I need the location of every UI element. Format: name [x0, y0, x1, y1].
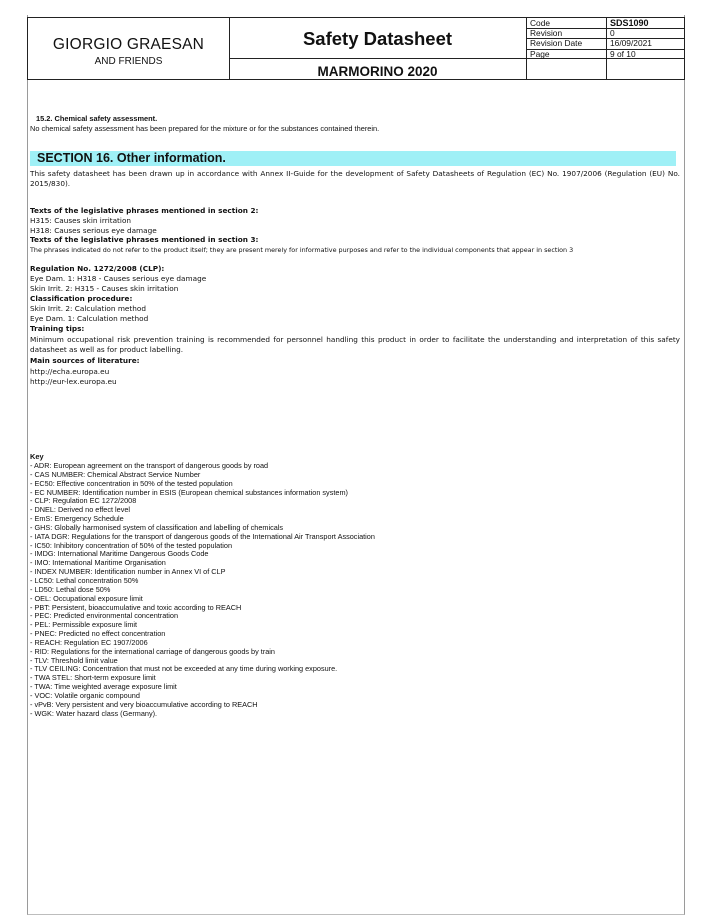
key-item: - PEC: Predicted environmental concentration [30, 611, 179, 621]
key-item: - IMDG: International Maritime Dangerous Goods Code [30, 549, 209, 559]
meta-code-label: Code [530, 18, 551, 28]
key-item: - VOC: Volatile organic compound [30, 690, 140, 700]
key-item: - WGK: Water hazard class (Germany). [30, 708, 158, 718]
key-list [30, 462, 375, 718]
meta-page-value: 9 of 10 [610, 49, 636, 59]
key-item: - vPvB: Very persistent and very bioaccumulative according to REACH [30, 699, 258, 709]
source-link[interactable]: http://eur-lex.europa.eu [30, 377, 117, 386]
key-item: - ADR: European agreement on the transport of dangerous goods by road [30, 461, 269, 470]
meta-revision-date-label: Revision Date [530, 38, 583, 48]
meta-revision-date-value: 16/09/2021 [610, 38, 652, 48]
document-title: Safety Datasheet [302, 28, 453, 49]
document-header [27, 17, 685, 80]
phrases-section-2-label: Texts of the legislative phrases mentioned in section 2: [30, 206, 259, 215]
key-item: - DNEL: Derived no effect level [30, 505, 131, 515]
key-item: - IMO: International Maritime Organisation [30, 558, 166, 568]
section-16-intro: This safety datasheet has been drawn up in accordance with Annex II-Guide for the development of Safety Datasheets of Regulation (EC) No. 1907/2006 (Regulation (EU) No. 2015/830). [30, 169, 680, 189]
clp-item: Eye Dam. 1: H318 - Causes serious eye damage [30, 274, 207, 283]
subsection-15-2-text: No chemical safety assessment has been prepared for the mixture or for the substances contained therein. [30, 124, 380, 133]
key-item: - EmS: Emergency Schedule [30, 514, 124, 524]
training-text: Minimum occupational risk prevention training is recommended for personnel handling this product in order to facilitate the understanding and interpretation of this safety datasheet as well as for product labelling. [30, 335, 680, 355]
key-item: - PBT: Persistent, bioaccumulative and toxic according to REACH [30, 602, 242, 612]
meta-revision-value: 0 [610, 28, 615, 38]
key-item: - REACH: Regulation EC 1907/2006 [30, 637, 148, 647]
key-item: - CAS NUMBER: Chemical Abstract Service Number [30, 469, 201, 479]
key-item: - PNEC: Predicted no effect concentration [30, 629, 166, 639]
key-item: - TWA STEL: Short-term exposure limit [30, 673, 156, 683]
subsection-15-2-heading: 15.2. Chemical safety assessment. [36, 114, 158, 123]
product-name: MARMORINO 2020 [317, 64, 438, 79]
key-heading: Key [30, 452, 44, 461]
phrases-section-3-note: The phrases indicated do not refer to the product itself; they are present merely for informative purposes and refer to the individual components that appear in section 3 [30, 246, 574, 254]
key-item: - EC NUMBER: Identification number in ESIS (European chemical substances information system) [30, 487, 348, 497]
key-item: - IATA DGR: Regulations for the transport of dangerous goods of the International Air Transport Association [30, 531, 375, 541]
classification-item: Eye Dam. 1: Calculation method [30, 314, 149, 323]
phrases-section-3-label: Texts of the legislative phrases mentioned in section 3: [30, 235, 259, 244]
meta-page-label: Page [530, 49, 550, 59]
key-item: - LD50: Lethal dose 50% [30, 584, 111, 594]
key-item: - RID: Regulations for the international carriage of dangerous goods by train [30, 646, 275, 656]
key-item: - EC50: Effective concentration in 50% of the tested population [30, 478, 233, 488]
key-item: - TWA: Time weighted average exposure limit [30, 682, 177, 692]
sources-label: Main sources of literature: [30, 356, 140, 365]
training-label: Training tips: [30, 324, 85, 333]
key-item: - IC50: Inhibitory concentration of 50% of the tested population [30, 540, 233, 550]
company-subtitle: AND FRIENDS [94, 56, 163, 67]
company-name: GIORGIO GRAESAN [52, 36, 205, 53]
source-link[interactable]: http://echa.europa.eu [30, 367, 110, 376]
key-item: - CLP: Regulation EC 1272/2008 [30, 496, 137, 506]
meta-code-value: SDS1090 [610, 18, 649, 28]
key-item: - TLV: Threshold limit value [30, 655, 118, 665]
phrase-h318: H318: Causes serious eye damage [30, 226, 157, 235]
clp-item: Skin Irrit. 2: H315 - Causes skin irritation [30, 284, 179, 293]
phrase-h315: H315: Causes skin irritation [30, 216, 132, 225]
key-item: - INDEX NUMBER: Identification number in Annex VI of CLP [30, 567, 226, 577]
section-16-title: SECTION 16. Other information. [37, 151, 226, 165]
key-item: - LC50: Lethal concentration 50% [30, 575, 139, 585]
key-item: - TLV CEILING: Concentration that must not be exceeded at any time during working exposure. [30, 664, 338, 674]
key-item: - GHS: Globally harmonised system of classification and labelling of chemicals [30, 522, 284, 532]
classification-label: Classification procedure: [30, 294, 133, 303]
key-item: - PEL: Permissible exposure limit [30, 620, 138, 630]
clp-label: Regulation No. 1272/2008 (CLP): [30, 264, 165, 273]
meta-revision-label: Revision [530, 28, 563, 38]
key-item: - OEL: Occupational exposure limit [30, 593, 143, 603]
classification-item: Skin Irrit. 2: Calculation method [30, 304, 147, 313]
